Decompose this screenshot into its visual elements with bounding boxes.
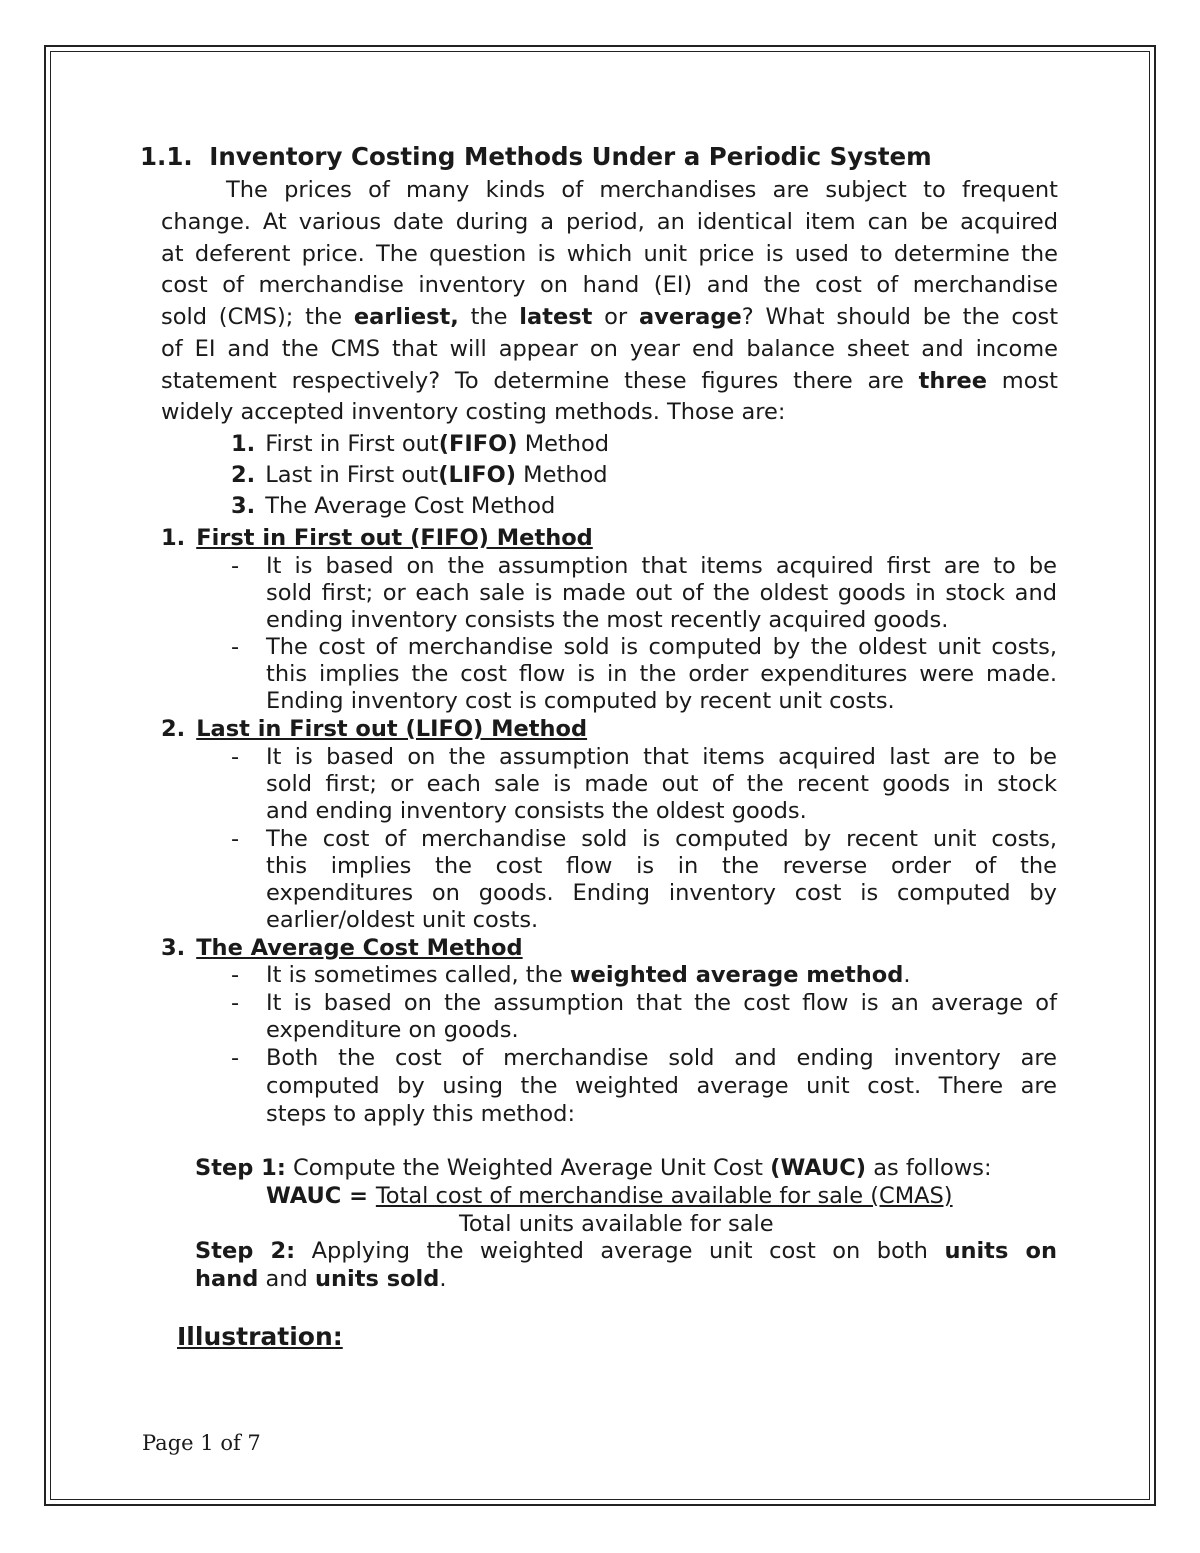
bullet-dash: - [231, 634, 240, 660]
fifo-bullet-line: this implies the cost flow is in the order expenditures were made. [266, 661, 1057, 687]
avg-bullet-line: computed by using the weighted average unit cost. There are [266, 1073, 1057, 1099]
wauc-numerator: Total cost of merchandise available for sale (CMAS) [375, 1183, 953, 1209]
step-1-label: Step 1: [195, 1155, 286, 1181]
avg-title: The Average Cost Method [196, 935, 523, 961]
lifo-bullet-line: The cost of merchandise sold is computed by recent unit costs, [266, 826, 1057, 852]
step-1: Step 1: Compute the Weighted Average Unit Cost (WAUC) as follows: [195, 1155, 992, 1181]
intro-line: statement respectively? To determine these figures there are three most [161, 368, 1058, 394]
method-list-item: 3. The Average Cost Method [231, 493, 556, 519]
method-list-item: 2. Last in First out(LIFO) Method [231, 462, 608, 488]
wauc-formula-numerator [266, 1183, 953, 1209]
bullet-dash: - [231, 826, 240, 852]
lifo-bullet-line: this implies the cost flow is in the reverse order of the [266, 853, 1057, 879]
intro-line: The prices of many kinds of merchandises are subject to frequent [226, 177, 1058, 203]
bullet-dash: - [231, 1045, 240, 1071]
fifo-bullet-line: Ending inventory cost is computed by recent unit costs. [266, 688, 895, 714]
avg-bullet-line: It is sometimes called, the weighted average method. [266, 962, 911, 988]
avg-bullet-line: It is based on the assumption that the cost flow is an average of [266, 990, 1057, 1016]
fifo-bullet-line: sold first; or each sale is made out of the oldest goods in stock and [266, 580, 1057, 606]
avg-bullet-line: expenditure on goods. [266, 1017, 519, 1043]
fifo-bullet-line: It is based on the assumption that items acquired first are to be [266, 553, 1057, 579]
intro-line: at deferent price. The question is which unit price is used to determine the [161, 241, 1058, 267]
page-number: 1 [200, 1431, 214, 1455]
intro-line: cost of merchandise inventory on hand (EI) and the cost of merchandise [161, 272, 1058, 298]
step-2-label: Step 2: [195, 1238, 296, 1264]
lifo-title: Last in First out (LIFO) Method [196, 716, 588, 742]
intro-line: of EI and the CMS that will appear on year end balance sheet and income [161, 336, 1058, 362]
term-average: average [638, 304, 742, 330]
section-number: 1.1. [140, 142, 193, 171]
lifo-bullet-line: sold first; or each sale is made out of the recent goods in stock [266, 771, 1057, 797]
wauc-label: WAUC = [266, 1183, 376, 1209]
fifo-title: First in First out (FIFO) Method [196, 525, 593, 551]
bullet-dash: - [231, 744, 240, 770]
bullet-dash: - [231, 553, 240, 579]
fifo-bullet-line: ending inventory consists the most recently acquired goods. [266, 607, 949, 633]
term-three: three [918, 368, 987, 394]
section-title: Inventory Costing Methods Under a Periodic System [209, 142, 932, 171]
lifo-bullet-line: earlier/oldest unit costs. [266, 907, 539, 933]
step-2-continued: hand and units sold. [195, 1266, 447, 1292]
intro-line: change. At various date during a period, an identical item can be acquired [161, 209, 1058, 235]
term-earliest: earliest, [353, 304, 459, 330]
lifo-heading: 2. Last in First out (LIFO) Method [161, 716, 588, 742]
avg-bullet-line: steps to apply this method: [266, 1101, 576, 1127]
lifo-bullet-line: It is based on the assumption that items acquired last are to be [266, 744, 1057, 770]
avg-heading: 3. The Average Cost Method [161, 935, 523, 961]
section-heading [140, 142, 932, 171]
method-list-item: 1. First in First out(FIFO) Method [231, 431, 610, 457]
avg-bullet-line: Both the cost of merchandise sold and ending inventory are [266, 1045, 1057, 1071]
lifo-bullet-line: expenditures on goods. Ending inventory cost is computed by [266, 880, 1057, 906]
fifo-heading: 1. First in First out (FIFO) Method [161, 525, 593, 551]
lifo-bullet-line: and ending inventory consists the oldest goods. [266, 798, 807, 824]
wauc-denominator: Total units available for sale [459, 1211, 774, 1237]
page-footer: Page 1 of 7 [142, 1431, 261, 1455]
bullet-dash: - [231, 990, 240, 1016]
term-latest: latest [519, 304, 593, 330]
intro-line: sold (CMS); the earliest, the latest or average? What should be the cost [161, 304, 1059, 330]
intro-line: widely accepted inventory costing methods. Those are: [161, 399, 786, 425]
bullet-dash: - [231, 962, 240, 988]
fifo-bullet-line: The cost of merchandise sold is computed by the oldest unit costs, [266, 634, 1057, 660]
term-weighted-average-method: weighted average method [569, 962, 904, 988]
page-total: 7 [247, 1431, 261, 1455]
step-2: Step 2: Applying the weighted average unit cost on both units on [195, 1238, 1057, 1264]
illustration-heading: Illustration: [177, 1322, 343, 1351]
